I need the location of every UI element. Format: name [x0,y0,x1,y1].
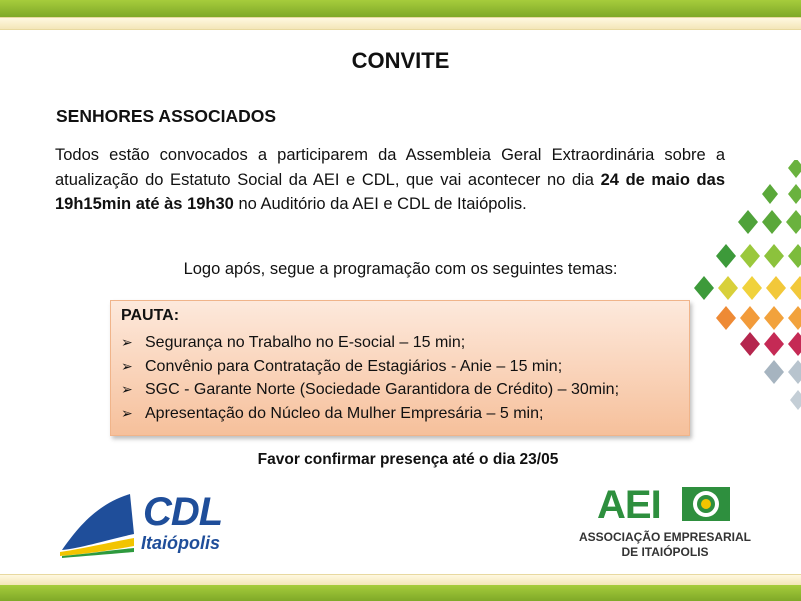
top-cream-bar [0,17,801,30]
invitation-paragraph [55,143,725,217]
program-intro: Logo após, segue a programação com os seguintes temas: [183,260,618,278]
pauta-box [110,300,690,436]
arrow-bullet-icon: ➢ [121,381,133,397]
arrow-bullet-icon: ➢ [121,357,133,374]
aei-name: AEI [597,483,661,527]
paragraph-part2: no Auditório da AEI e CDL de Itaiópolis. [233,195,527,213]
pauta-item [121,378,679,402]
pauta-item [121,402,679,426]
orange-dots-icon [716,306,801,330]
bottom-green-bar [0,585,801,601]
paragraph-date: 24 de maio das 19h15min até às 19h30 [55,170,725,213]
magenta-dots-icon [740,332,801,356]
pauta-item-text: Convênio para Contratação de Estagiários - Anie – 15 min; [145,357,563,375]
decorative-dots [690,160,801,420]
top-green-bar [0,0,801,17]
cdl-city: Itaiópolis [141,533,221,553]
green-dots-icon [694,160,801,300]
aei-line1: ASSOCIAÇÃO EMPRESARIAL [578,530,751,544]
pauta-title: PAUTA: [121,307,180,324]
yellow-dots-icon [718,276,801,300]
confirm-presence: Favor confirmar presença até o dia 23/05 [257,451,559,468]
subtitle: SENHORES ASSOCIADOS [56,106,277,126]
gray-dots-icon [764,360,801,410]
pauta-item-text: Apresentação do Núcleo da Mulher Empresária – 5 min; [145,404,544,422]
pauta-item [121,355,679,379]
aei-symbol-icon [682,487,730,521]
arrow-bullet-icon: ➢ [121,334,133,350]
pauta-item [121,331,679,355]
arrow-bullet-icon: ➢ [121,404,133,421]
pauta-item-text: Segurança no Trabalho no E-social – 15 min; [145,334,466,351]
aei-line2: DE ITAIÓPOLIS [621,545,709,559]
pauta-item-text: SGC - Garante Norte (Sociedade Garantidora de Crédito) – 30min; [145,381,620,398]
paragraph-part1: Todos estão convocados a participarem da Assembleia Geral Extraordinária sobre a atualização do Estatuto Social da AEI e CDL, que vai acontecer no dia [55,146,725,189]
page-title: CONVITE [351,48,450,73]
cdl-name: CDL [143,490,223,534]
